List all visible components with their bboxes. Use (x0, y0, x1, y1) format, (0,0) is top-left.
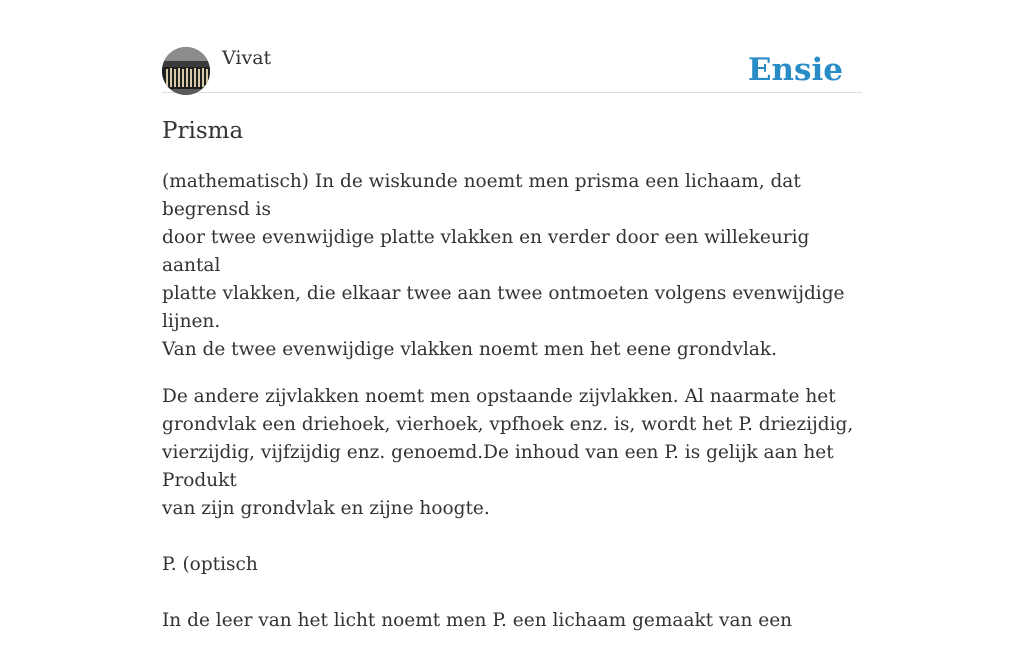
header (162, 0, 862, 93)
author-name[interactable]: Vivat (222, 47, 272, 69)
paragraph: In de leer van het licht noemt men P. een lichaam gemaakt van een (162, 610, 793, 631)
avatar[interactable] (162, 47, 210, 95)
bookshelf-avatar-icon (162, 47, 210, 95)
paragraph: P. (optisch (162, 554, 258, 575)
article-body (162, 168, 862, 654)
paragraph: De andere zijvlakken noemt men opstaande zijvlakken. Al naarmate het grondvlak een driehoek, vierhoek, vpfhoek enz. is, wordt het P. driezijdig, vierzijdig, vijfzijdig enz. genoemd.De inhoud van een P. is gelijk aan het Produkt van zijn grondvlak en zijne hoogte. (162, 386, 854, 519)
brand-logo[interactable]: Ensie (747, 52, 843, 88)
page-title: Prisma (162, 118, 244, 144)
paragraph: (mathematisch) In de wiskunde noemt men prisma een lichaam, dat begrensd is door twee evenwijdige platte vlakken en verder door een willekeurig aantal platte vlakken, die elkaar twee aan twee ontmoeten volgens evenwijdige lijnen. Van de twee evenwijdige vlakken noemt men het eene grondvlak. (162, 171, 845, 360)
page (162, 0, 862, 631)
